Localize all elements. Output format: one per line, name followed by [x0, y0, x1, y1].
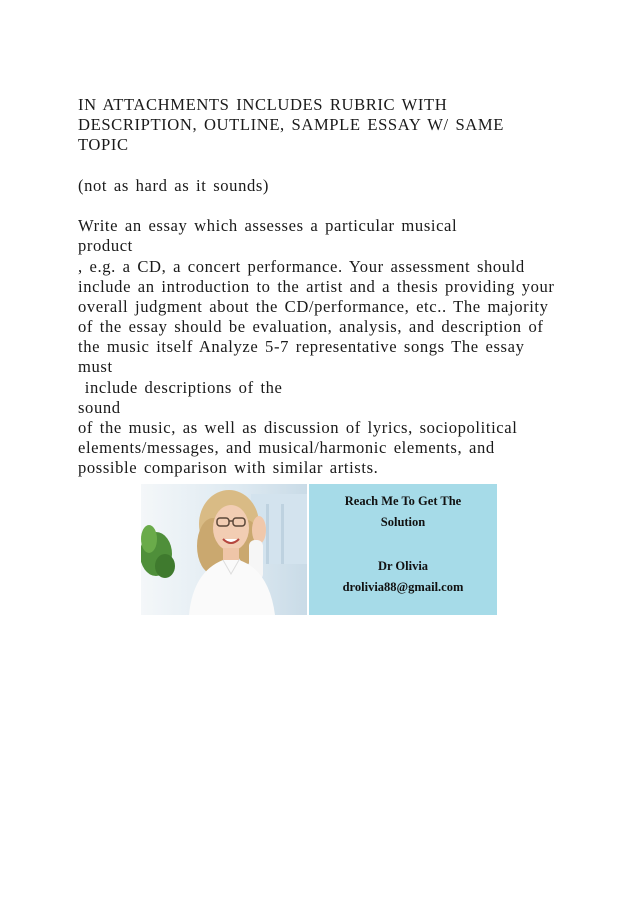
contact-card [309, 484, 497, 615]
contact-name: Dr Olivia [377, 559, 429, 573]
text-line: , e.g. a CD, a concert performance. Your assessment should [78, 256, 525, 276]
text-line: DESCRIPTION, OUTLINE, SAMPLE ESSAY W/ SAME [78, 115, 504, 135]
text-line: IN ATTACHMENTS INCLUDES RUBRIC WITH [78, 95, 448, 114]
card-heading-line1: Reach Me To Get The [344, 494, 462, 508]
text-line: Write an essay which assesses a particular musical [78, 216, 458, 236]
text-line: include descriptions of the [78, 377, 283, 397]
text-line: (not as hard as it sounds) [78, 175, 270, 195]
text-line: include an introduction to the artist and a thesis providing your [78, 276, 555, 296]
text-line: elements/messages, and musical/harmonic elements, and [78, 438, 495, 458]
text-line: must [78, 357, 113, 377]
card-heading-line2: Solution [380, 515, 426, 529]
woman-photo [141, 484, 307, 615]
contact-advertisement [141, 484, 497, 615]
text-line: product [78, 236, 133, 256]
text-line: TOPIC [78, 135, 129, 155]
blank-line [78, 156, 568, 176]
text-line: of the music, as well as discussion of lyrics, sociopolitical [78, 418, 518, 437]
text-line: possible comparison with similar artists. [78, 458, 379, 478]
text-line: of the essay should be evaluation, analysis, and description of [78, 317, 544, 337]
text-line: the music itself Analyze 5-7 representative songs The essay [78, 337, 525, 357]
essay-instructions [78, 95, 568, 479]
blank-line [78, 196, 568, 216]
text-line: overall judgment about the CD/performance, etc.. The majority [78, 296, 549, 316]
text-line: sound [78, 397, 121, 417]
contact-email[interactable]: drolivia88@gmail.com [342, 580, 464, 594]
